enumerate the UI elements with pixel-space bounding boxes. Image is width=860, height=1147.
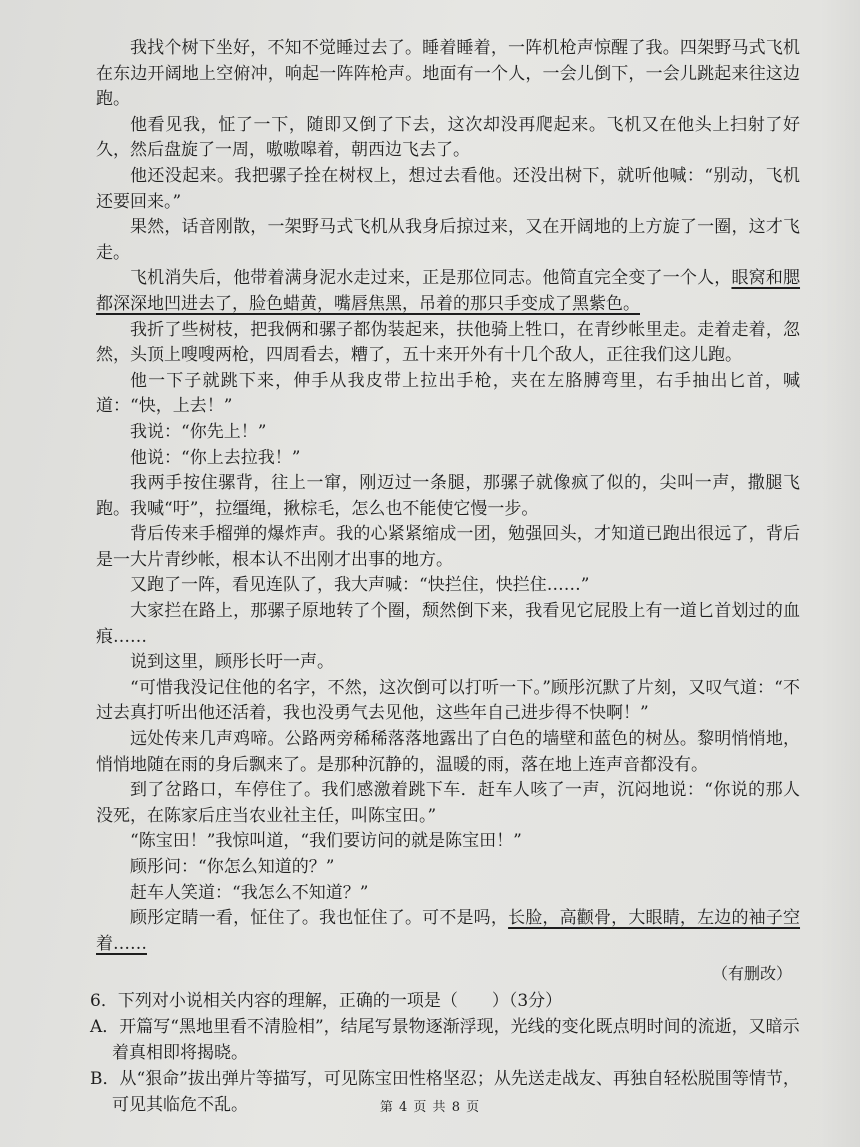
story-paragraph <box>96 573 800 599</box>
story-paragraph <box>96 906 800 957</box>
paragraph-text: “可惜我没记住他的名字，不然，这次倒可以打听一下。”顾彤沉默了片刻，又叹气道：“不过去真打听出他还活着，我也没勇气去见他，这些年自己进步得不快啊！” <box>96 677 800 724</box>
story-paragraph <box>96 266 800 317</box>
paragraph-text: 他看见我，怔了一下，随即又倒了下去，这次却没再爬起来。飞机又在他头上扫射了好久，然后盘旋了一周，嗷嗷嗥着，朝西边飞去了。 <box>96 114 800 161</box>
story-paragraph <box>96 778 800 829</box>
story-paragraph <box>96 369 800 420</box>
story-paragraph <box>96 829 800 855</box>
underlined-text: 眼窝和腮都深深地凹进去了，脸色蜡黄，嘴唇焦黑，吊着的那只手变成了黑紫色。 <box>96 268 801 314</box>
underlined-text: 长脸，高颧骨，大眼睛，左边的袖子空着…… <box>96 908 801 954</box>
page-footer: 第 4 页 共 8 页 <box>379 1100 481 1115</box>
story-paragraph <box>96 881 800 907</box>
story-paragraph <box>96 113 800 164</box>
paragraph-text: 他还没起来。我把骡子拴在树杈上，想过去看他。还没出树下，就听他喊：“别动，飞机还要回来。” <box>96 165 800 212</box>
paragraph-text: 顾彤定睛一看，怔住了。我也怔住了。可不是吗， <box>130 908 509 929</box>
story-paragraph <box>96 522 800 573</box>
answer-option: A．开篇写“黑地里看不清脸相”，结尾写景物逐渐浮现，光线的变化既点明时间的流逝，又暗示着真相即将揭晓。 <box>90 1017 800 1064</box>
story-paragraph <box>96 650 800 676</box>
paragraph-text: “陈宝田！”我惊叫道，“我们要访问的就是陈宝田！” <box>130 831 522 852</box>
story-paragraph <box>96 727 800 778</box>
question-stem: 6．下列对小说相关内容的理解，正确的一项是（ ）（3分） <box>90 991 563 1012</box>
paragraph-text: 远处传来几声鸡啼。公路两旁稀稀落落地露出了白色的墙壁和蓝色的树丛。黎明悄悄地，悄悄地随在雨的身后飘来了。是那种沉静的，温暖的雨，落在地上连声音都没有。 <box>96 729 800 775</box>
paragraph-text: 赶车人笑道：“我怎么不知道？” <box>130 882 369 903</box>
story-paragraph <box>96 36 800 113</box>
paragraph-text: 说到这里，顾彤长吁一声。 <box>130 652 334 673</box>
page-content <box>90 36 801 1118</box>
story-paragraph <box>96 420 800 446</box>
paragraph-text: 大家拦在路上，那骡子原地转了个圈，颓然倒下来，我看见它屁股上有一道匕首划过的血痕…… <box>96 601 800 647</box>
paragraph-text: 飞机消失后，他带着满身泥水走过来，正是那位同志。他简直完全变了一个人， <box>130 268 732 289</box>
story-paragraph <box>96 855 800 881</box>
story-paragraph <box>96 446 800 472</box>
paragraph-text: 果然，话音刚散，一架野马式飞机从我身后掠过来，又在开阔地的上方旋了一圈，这才飞走。 <box>96 217 800 263</box>
story-text <box>96 36 800 957</box>
story-paragraph <box>96 471 800 522</box>
story-paragraph <box>96 676 800 727</box>
story-paragraph <box>96 215 800 266</box>
paragraph-text: 他说：“你上去拉我！” <box>130 447 301 468</box>
paragraph-text: 背后传来手榴弹的爆炸声。我的心紧紧缩成一团，勉强回头，才知道已跑出很远了，背后是一大片青纱帐，根本认不出刚才出事的地方。 <box>96 524 800 570</box>
paragraph-text: 到了岔路口，车停住了。我们感激着跳下车．赶车人咳了一声，沉闷地说：“你说的那人没死，在陈家后庄当农业社主任，叫陈宝田。” <box>96 780 800 826</box>
credit-note: （有删改） <box>711 964 792 984</box>
story-paragraph <box>96 318 800 369</box>
page-shadow <box>820 0 860 1147</box>
story-paragraph <box>96 164 800 215</box>
paragraph-text: 我折了些树枝，把我俩和骡子都伪装起来，扶他骑上牲口，在青纱帐里走。走着走着，忽然，头顶上嗖嗖两枪，四周看去，糟了，五十来开外有十几个敌人，正往我们这儿跑。 <box>96 319 800 366</box>
paragraph-text: 我找个树下坐好，不知不觉睡过去了。睡着睡着，一阵机枪声惊醒了我。四架野马式飞机在东边开阔地上空俯冲，响起一阵阵枪声。地面有一个人，一会儿倒下，一会儿跳起来往这边跑。 <box>96 38 800 110</box>
paragraph-text: 又跑了一阵，看见连队了，我大声喊：“快拦住，快拦住……” <box>130 575 590 596</box>
answer-option: B．从“狠命”拔出弹片等描写，可见陈宝田性格坚忍；从先送走战友、再独自轻松脱围等情节，可见其临危不乱。 <box>90 1069 800 1116</box>
story-paragraph <box>96 599 800 650</box>
paragraph-text: 他一下子就跳下来，伸手从我皮带上拉出手枪，夹在左胳膊弯里，右手抽出匕首，喊道：“快，上去！” <box>96 370 800 417</box>
paragraph-text: 我说：“你先上！” <box>130 421 267 442</box>
paragraph-text: 我两手按住骡背，往上一窜，刚迈过一条腿，那骡子就像疯了似的，尖叫一声，撒腿飞跑。我喊“吁”，拉缰绳，揪棕毛，怎么也不能使它慢一步。 <box>96 473 800 519</box>
paragraph-text: 顾彤问：“你怎么知道的？” <box>130 857 335 877</box>
